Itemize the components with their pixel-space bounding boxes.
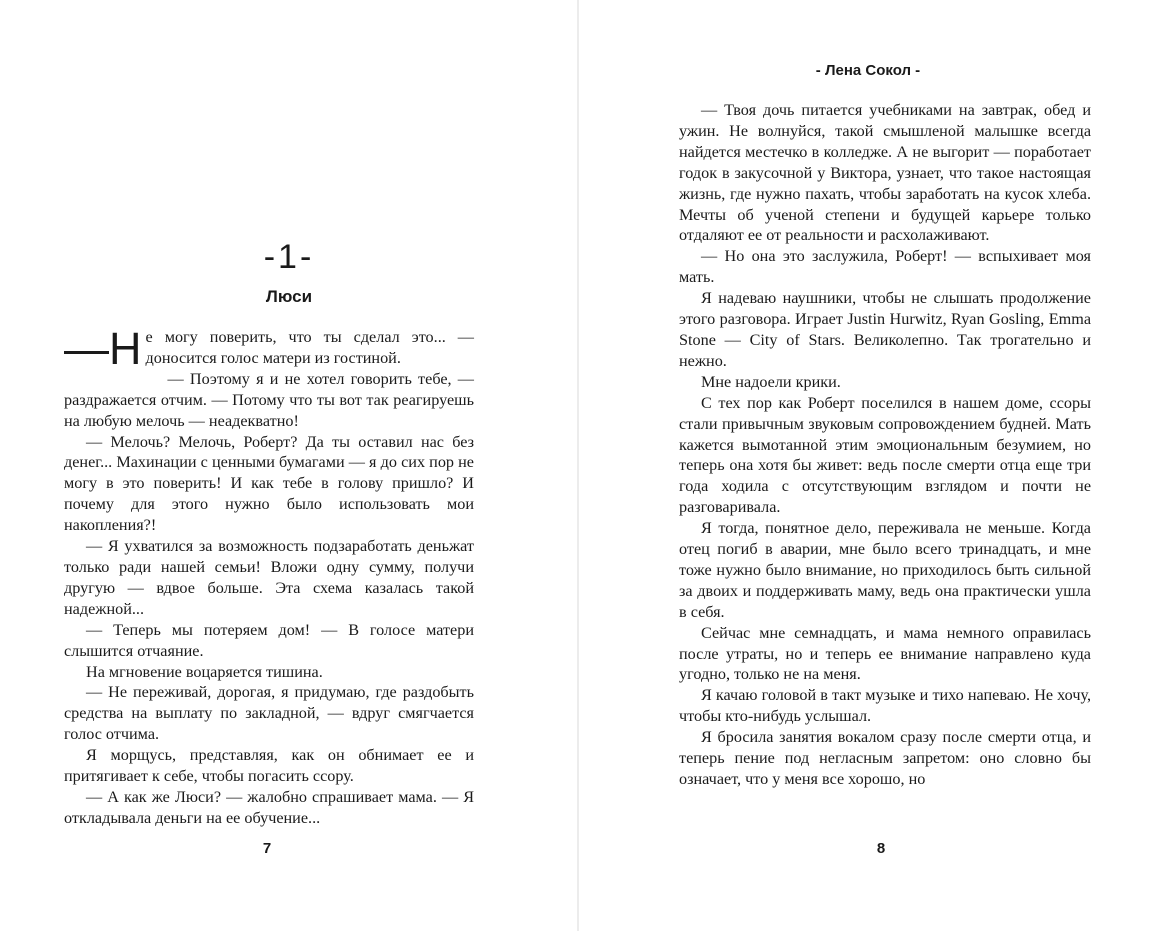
first-paragraph <box>64 323 474 374</box>
paragraph: — Твоя дочь питается учебниками на завтрак, обед и ужин. Не волнуйся, такой смышленой малышке всегда найдется местечко в колледже. А не выгорит — поработает годок в закусочной у Виктора, узнает, что такое настоящая жизнь, где нужно пахать, чтобы заработать на кусок хлеба. Мечты об ученой степени и будущей карьере только отдаляют ее от реальности и расхолаживают. <box>679 101 1091 245</box>
paragraph: — Не переживай, дорогая, я придумаю, где раздобыть средства на выплату по закладной, — вдруг смягчается голос отчима. <box>64 683 474 744</box>
paragraph: — Поэтому я и не хотел говорить тебе, — раздражается отчим. — Потому что ты вот так реагируешь на любую мелочь — неадекватно! <box>64 369 474 430</box>
paragraph: Я бросила занятия вокалом сразу после смерти отца, и теперь пение под негласным запретом: оно словно бы означает, что у меня все хорошо, но <box>679 728 1091 788</box>
paragraph: Я качаю головой в такт музыке и тихо напеваю. Не хочу, чтобы кто-нибудь услышал. <box>679 686 1091 726</box>
running-head: - Лена Сокол - <box>815 62 921 79</box>
chapter-number: -1- <box>263 238 315 276</box>
right-body-text <box>679 100 1091 790</box>
paragraph: Я надеваю наушники, чтобы не слышать продолжение этого разговора. Играет Justin Hurwitz, Ryan Gosling, Emma Stone — City of Stars. Великолепно. Так трогательно и нежно. <box>679 289 1091 370</box>
paragraph: — А как же Люси? — жалобно спрашивает мама. — Я откладывала деньги на ее обучение... <box>64 787 474 827</box>
chapter-title: Люси <box>265 287 313 306</box>
paragraph: — Но она это заслужила, Роберт! — вспыхивает моя мать. <box>679 247 1091 287</box>
paragraph: — Я ухватился за возможность подзаработать деньжат только ради нашей семьи! Вложи одну сумму, получи другую — вдвое больше. Эта схема казалась такой надежной... <box>64 537 474 618</box>
paragraph: Сейчас мне семнадцать, и мама немного оправилась после утраты, но и теперь ее внимание направлено куда угодно, только не на меня. <box>679 623 1091 684</box>
page-number: 8 <box>876 840 886 857</box>
paragraph: С тех пор как Роберт поселился в нашем доме, ссоры стали привычным звуковым сопровождением будней. Мать кажется вымотанной этим эмоциональным безумием, но теперь она хотя бы живет: ведь после смерти отца еще три года ходила с отсутствующим взглядом и почти не разговаривала. <box>679 393 1091 517</box>
left-body-text <box>64 323 474 829</box>
first-paragraph-text: е могу поверить, что ты сделал это... — доносится голос матери из гостиной. <box>145 328 474 367</box>
paragraph: На мгновение воцаряется тишина. <box>86 662 323 681</box>
paragraph: — Теперь мы потеряем дом! — В голосе матери слышится отчаяние. <box>64 620 474 660</box>
paragraph: Мне надоели крики. <box>701 372 841 391</box>
paragraph: Я тогда, понятное дело, переживала не меньше. Когда отец погиб в аварии, мне было всего тринадцать, и мне тоже нужно было внимание, но приходилось быть сильной за двоих и поддерживать маму, ведь она практически ушла в себя. <box>679 519 1091 621</box>
paragraph: — Мелочь? Мелочь, Роберт? Да ты оставил нас без денег... Махинации с ценными бумагами — я до сих пор не могу в это поверить! И как тебе в голову пришло? И почему для этого нужно было использовать мои накопления?! <box>64 432 474 535</box>
page-number: 7 <box>262 840 272 857</box>
left-page <box>0 0 578 931</box>
paragraph: Я морщусь, представляя, как он обнимает ее и притягивает к себе, чтобы погасить ссору. <box>64 746 474 786</box>
drop-cap: —Н <box>64 323 142 374</box>
right-page <box>579 0 1157 931</box>
